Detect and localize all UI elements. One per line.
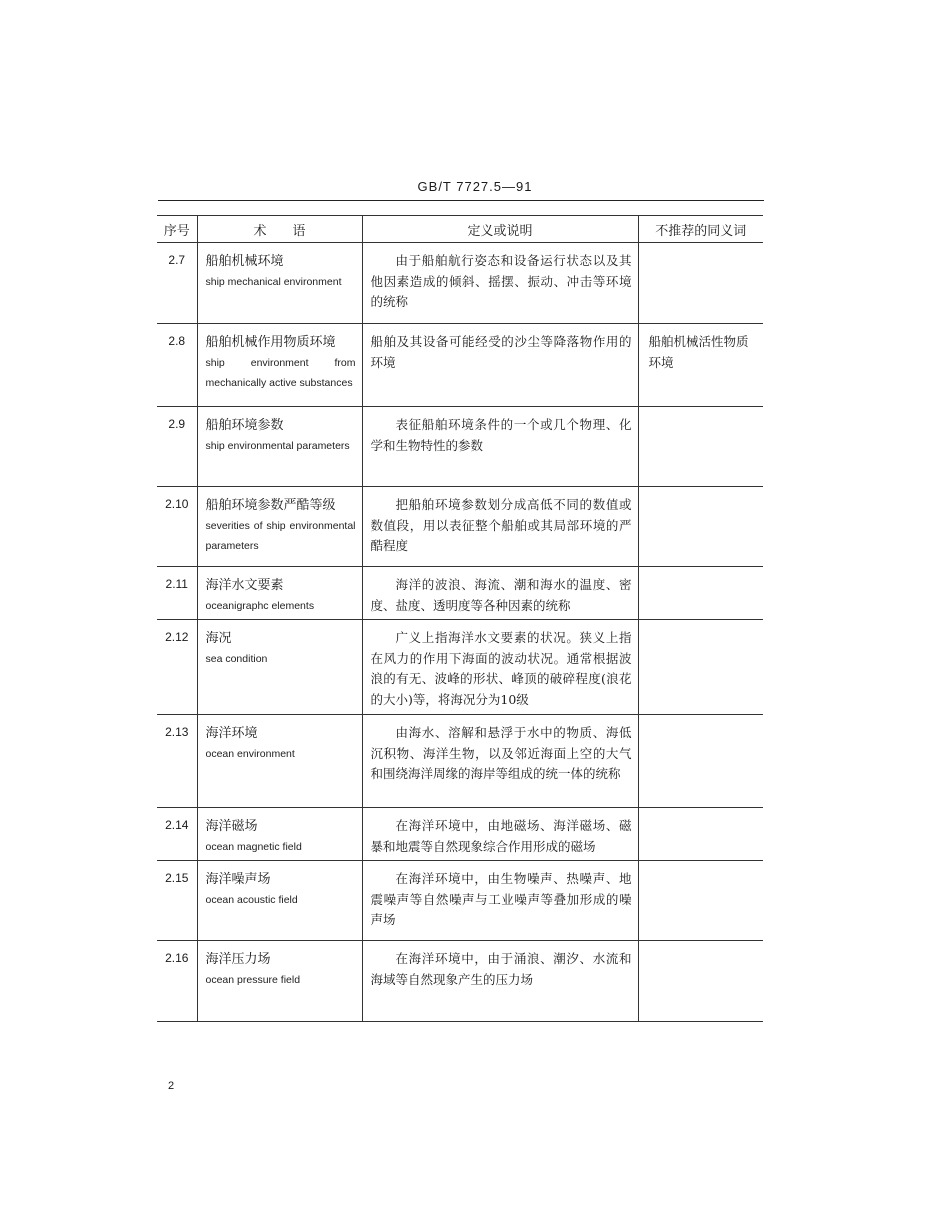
synonym-text [638, 941, 763, 1022]
definition-text: 在海洋环境中，由于涌浪、潮汐、水流和海域等自然现象产生的压力场 [370, 951, 632, 987]
table-row [157, 715, 763, 808]
term-english: ship environmental parameters [205, 440, 350, 452]
synonym-text [638, 620, 763, 715]
synonym-text [638, 861, 763, 941]
terms-table [157, 215, 763, 1022]
row-number: 2.13 [157, 715, 197, 808]
term-english: ocean environment [205, 748, 295, 760]
row-number: 2.15 [157, 861, 197, 941]
term-chinese: 海洋环境 [205, 726, 258, 741]
synonym-text: 船舶机械活性物质环境 [638, 324, 763, 407]
term-chinese: 海洋噪声场 [205, 872, 271, 887]
column-header-term: 术 语 [197, 216, 362, 243]
term-chinese: 海洋磁场 [205, 819, 258, 834]
term-chinese: 海洋压力场 [205, 952, 271, 967]
term-chinese: 船舶环境参数严酷等级 [205, 498, 336, 513]
term-english: sea condition [205, 653, 268, 665]
table-header-row [157, 216, 763, 243]
table-row [157, 861, 763, 941]
row-number: 2.16 [157, 941, 197, 1022]
term-chinese: 海洋水文要素 [205, 578, 284, 593]
term-chinese: 海况 [205, 631, 232, 646]
term-chinese: 船舶机械作用物质环境 [205, 335, 336, 350]
synonym-text [638, 808, 763, 861]
row-number: 2.11 [157, 567, 197, 620]
table-row [157, 324, 763, 407]
term-english: ship environment from mechanically active substances [205, 357, 356, 389]
column-header-synonym: 不推荐的同义词 [638, 216, 763, 243]
definition-text: 船舶及其设备可能经受的沙尘等降落物作用的环境 [370, 334, 632, 370]
table-row [157, 487, 763, 567]
definition-text: 表征船舶环境条件的一个或几个物理、化学和生物特性的参数 [370, 417, 632, 453]
term-english: severities of ship environmental parameters [205, 520, 356, 552]
definition-text: 广义上指海洋水文要素的状况。狭义上指在风力的作用下海面的波动状况。通常根据波浪的有无、波峰的形状、峰顶的破碎程度(浪花的大小)等，将海况分为10级 [370, 630, 632, 707]
definition-text: 由于船舶航行姿态和设备运行状态以及其他因素造成的倾斜、摇摆、振动、冲击等环境的统称 [370, 253, 632, 309]
column-header-definition: 定义或说明 [362, 216, 638, 243]
page-number: 2 [168, 1080, 175, 1092]
definition-text: 在海洋环境中，由生物噪声、热噪声、地震噪声等自然噪声与工业噪声等叠加形成的噪声场 [370, 871, 632, 927]
term-english: ocean magnetic field [205, 841, 302, 853]
table-row [157, 407, 763, 487]
table-row [157, 941, 763, 1022]
standard-code-header: GB/T 7727.5—91 [417, 179, 533, 194]
row-number: 2.12 [157, 620, 197, 715]
definition-text: 由海水、溶解和悬浮于水中的物质、海低沉积物、海洋生物，以及邻近海面上空的大气和围绕海洋周缘的海岸等组成的统一体的统称 [370, 725, 632, 781]
table-row [157, 620, 763, 715]
header-rule [158, 200, 764, 201]
row-number: 2.8 [157, 324, 197, 407]
table-row [157, 243, 763, 324]
definition-text: 海洋的波浪、海流、潮和海水的温度、密度、盐度、透明度等各种因素的统称 [370, 577, 632, 613]
synonym-text [638, 567, 763, 620]
definition-text: 把船舶环境参数划分成高低不同的数值或数值段，用以表征整个船舶或其局部环境的严酷程度 [370, 497, 632, 553]
term-english: ocean acoustic field [205, 894, 298, 906]
row-number: 2.14 [157, 808, 197, 861]
synonym-text [638, 243, 763, 324]
synonym-text [638, 487, 763, 567]
term-english: oceanigraphc elements [205, 600, 315, 612]
synonym-text [638, 715, 763, 808]
row-number: 2.7 [157, 243, 197, 324]
term-english: ocean pressure field [205, 974, 301, 986]
row-number: 2.10 [157, 487, 197, 567]
term-english: ship mechanical environment [205, 276, 342, 288]
table-row [157, 808, 763, 861]
term-chinese: 船舶机械环境 [205, 254, 284, 269]
column-header-number: 序号 [157, 216, 197, 243]
synonym-text [638, 407, 763, 487]
row-number: 2.9 [157, 407, 197, 487]
definition-text: 在海洋环境中，由地磁场、海洋磁场、磁暴和地震等自然现象综合作用形成的磁场 [370, 818, 632, 854]
term-chinese: 船舶环境参数 [205, 418, 284, 433]
table-row [157, 567, 763, 620]
